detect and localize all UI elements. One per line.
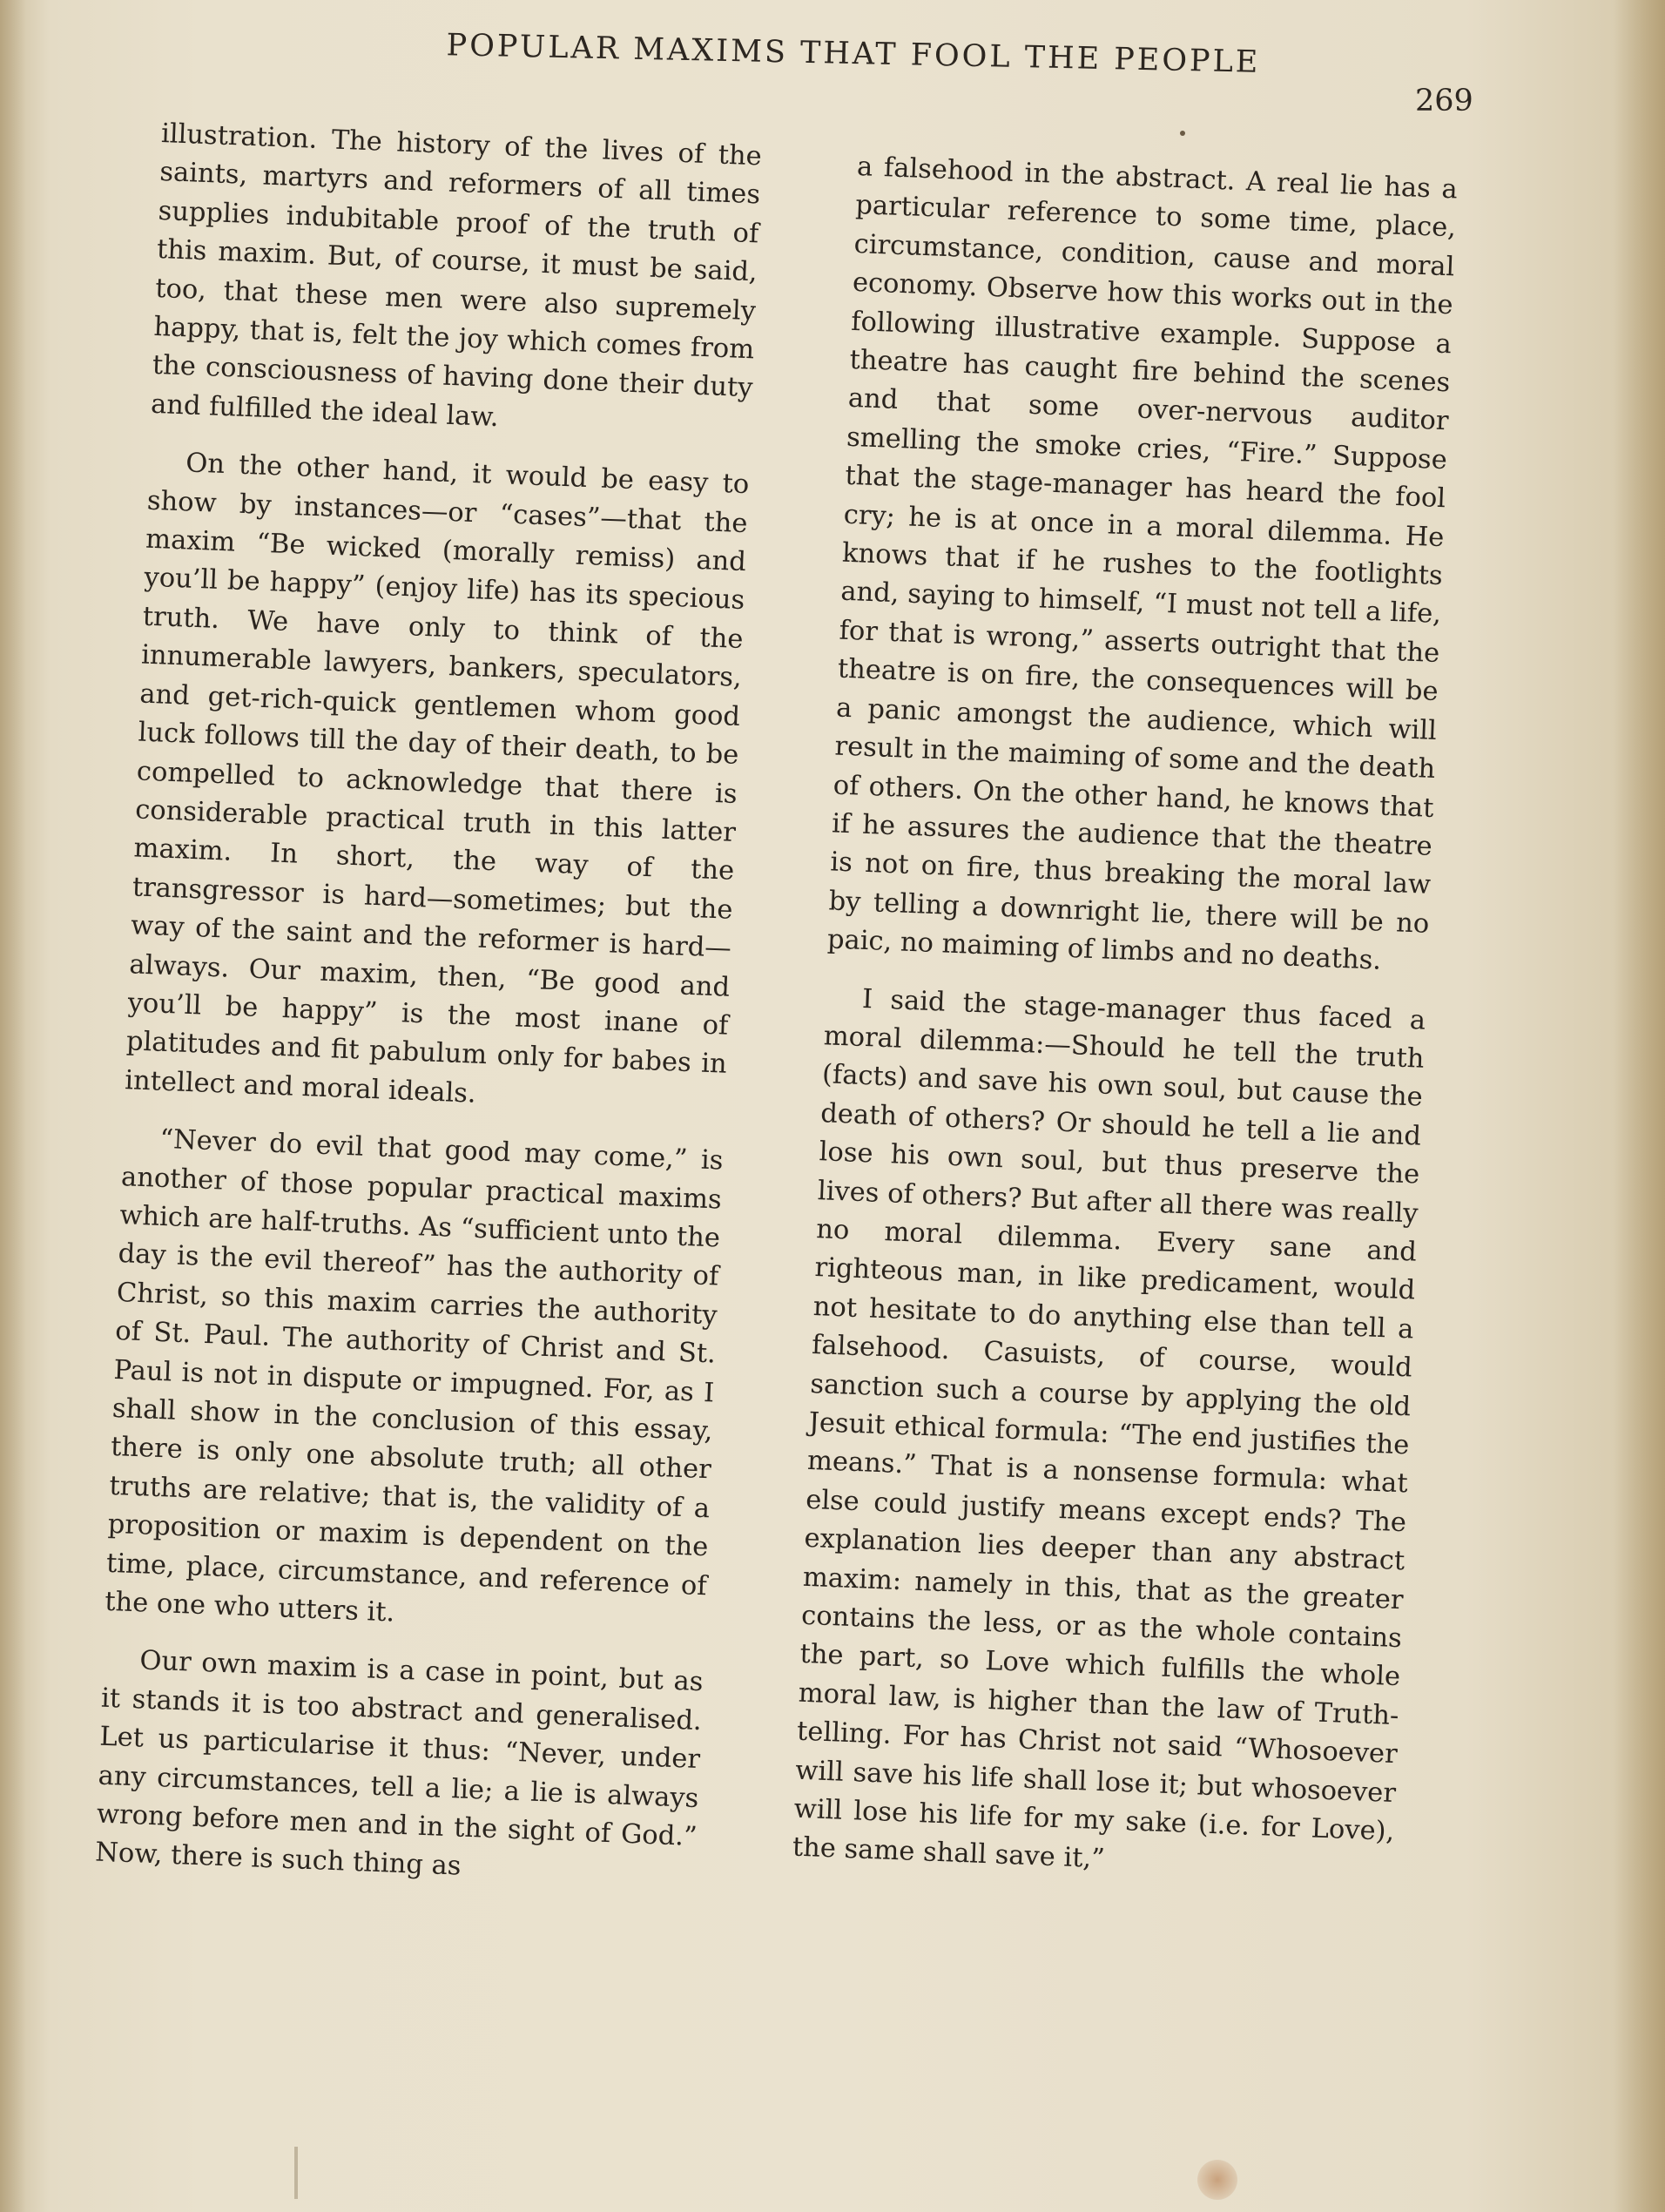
left-column [94, 115, 762, 1896]
paragraph-on-the-other-hand: On the other hand, it would be easy to show by instances—or “cases”—that the maxim “Be wicked (morally remiss) and you’ll be happy” (enjoy life) has its specious truth. We have only to think of the innumerable lawyers, bankers, speculators, and get-rich-quick gentlemen whom good luck follows till the day of their death, to be compelled to acknowledge that there is considerable practical truth in this latter maxim. In short, the way of the transgressor is hard—sometimes; but the way of the saint and the reformer is hard—always. Our maxim, then, “Be good and you’ll be happy” is the most inane of platitudes and fit pabulum only for babes in intellect and moral ideals. [124, 448, 750, 1109]
page-number: 269 [1415, 84, 1473, 118]
paragraph-falsehood-in-abstract: a falsehood in the abstract. A real lie has a particular reference to some time, place, circumstance, condition, cause and moral economy. Observe how this works out in the following illustrative example. Suppose a theatre has caught fire behind the scenes and that some over-nervous auditor smelling the smoke cries, “Fire.” Suppose that the stage-manager has heard the fool cry; he is at once in a moral dilemma. He knows that if he rushes to the footlights and, saying to himself, “I must not tell a life, for that is wrong,” asserts outright that the theatre is on fire, the consequences will be a panic amongst the audience, which will result in the maiming of some and the death of others. On the other hand, he knows that if he assures the audience that the theatre is not on fire, thus breaking the moral law by telling a downright lie, there will be no paic, no maiming of limbs and no deaths. [826, 151, 1459, 976]
paragraph-continued-illustration: illustration. The history of the lives of the saints, martyrs and reformers of all times supplies indubitable proof of the truth of this maxim. But, of course, it must be said, too, that these men were also supremely happy, that is, felt the joy which comes from the consciousness of having done their duty and fulfilled the ideal law. [150, 118, 763, 433]
page-edge-shadow-right [1613, 0, 1665, 2212]
running-title: POPULAR MAXIMS THAT FOOL THE PEOPLE [446, 28, 1261, 80]
paragraph-stage-manager-dilemma: I said the stage-manager thus faced a moral dilemma:—Should he tell the truth (facts) and save his own soul, but cause the death of others? Or should he tell a lie and lose his own soul, but thus preserve the lives of others? But after all there was really no moral dilemma. Every sane and righteous man, in like predicament, would not hesitate to do anything else than tell a falsehood. Casuists, of course, would sanction such a course by applying the old Jesuit ethical formula: “The end justifies the means.” That is a nonsense formula: what else could justify means except ends? The explanation lies deeper than any abstract maxim: namely in this, that as the greater contains the less, or as the whole contains the part, so Love which fulfills the whole moral law, is higher than the law of Truth-telling. For has Christ not said “Whosoever will save his life shall lose it; but whosoever will lose his life for my sake (i.e. for Love), the same shall save it,” [792, 983, 1426, 1875]
page-edge-shadow-left [0, 0, 26, 2212]
paper-crease-mark [294, 2147, 298, 2199]
ink-dot [1180, 131, 1185, 136]
ink-blot [1197, 2160, 1237, 2200]
right-column [792, 148, 1458, 1891]
paragraph-never-do-evil: “Never do evil that good may come,” is another of those popular practical maxims which are half-truths. As “sufficient unto the day is the evil thereof” has the authority of Christ, so this maxim carries the authority of St. Paul. The authority of Christ and St. Paul is not in dispute or impugned. For, as I shall show in the conclusion of this essay, there is only one absolute truth; all other truths are relative; that is, the validity of a proposition or maxim is dependent on the time, place, circumstance, and reference of the one who utters it. [104, 1123, 725, 1629]
paragraph-our-own-maxim: Our own maxim is a case in point, but as it stands it is too abstract and generalised. Let us particularise it thus: “Never, under any circumstances, tell a lie; a lie is always wrong before men and in the sight of God.” Now, there is such thing as [94, 1645, 704, 1883]
